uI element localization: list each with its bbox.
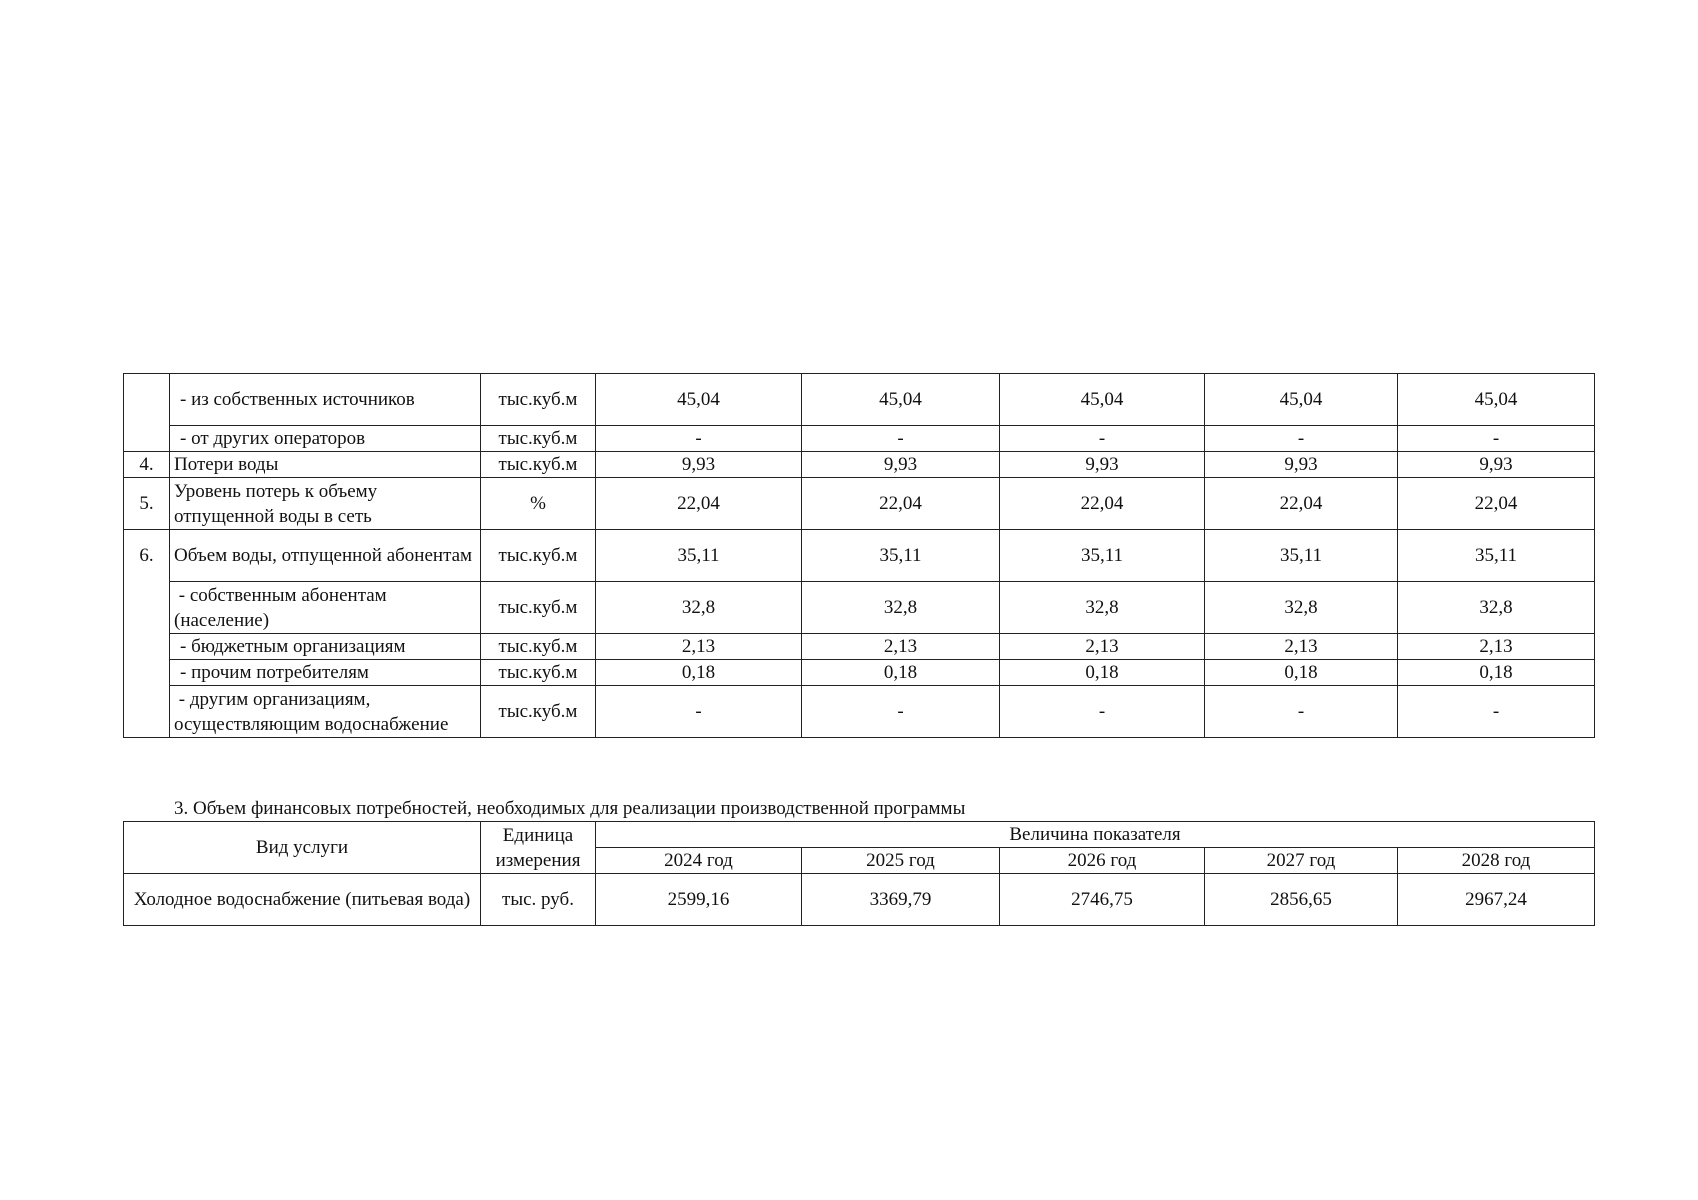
value-2024: 35,11 <box>596 530 802 582</box>
value-2025: 22,04 <box>802 478 1000 530</box>
value-2024: 2,13 <box>596 634 802 660</box>
table-row <box>124 634 1595 660</box>
value-2028: 2967,24 <box>1398 874 1595 926</box>
table-header-row <box>124 822 1595 848</box>
value-2027: - <box>1205 426 1398 452</box>
value-2025: 45,04 <box>802 374 1000 426</box>
row-number: 6. <box>124 530 170 738</box>
table-row <box>124 374 1595 426</box>
row-name: - от других операторов <box>170 426 481 452</box>
row-number: 5. <box>124 478 170 530</box>
value-2026: 32,8 <box>1000 582 1205 634</box>
table-row <box>124 452 1595 478</box>
value-2024: 9,93 <box>596 452 802 478</box>
value-2026: 35,11 <box>1000 530 1205 582</box>
value-2025: 2,13 <box>802 634 1000 660</box>
value-2026: 22,04 <box>1000 478 1205 530</box>
header-year: 2028 год <box>1398 848 1595 874</box>
value-2025: 9,93 <box>802 452 1000 478</box>
value-2024: 45,04 <box>596 374 802 426</box>
value-2027: 22,04 <box>1205 478 1398 530</box>
value-2028: 45,04 <box>1398 374 1595 426</box>
row-name: - собственным абонентам (население) <box>170 582 481 634</box>
value-2024: 22,04 <box>596 478 802 530</box>
value-2026: 9,93 <box>1000 452 1205 478</box>
row-name: Потери воды <box>170 452 481 478</box>
value-2025: 0,18 <box>802 660 1000 686</box>
value-2026: 45,04 <box>1000 374 1205 426</box>
value-2025: 3369,79 <box>802 874 1000 926</box>
value-2027: - <box>1205 686 1398 738</box>
value-2028: 35,11 <box>1398 530 1595 582</box>
row-unit: тыс.куб.м <box>481 452 596 478</box>
header-indicator: Величина показателя <box>596 822 1595 848</box>
row-name: - прочим потребителям <box>170 660 481 686</box>
section-caption: 3. Объем финансовых потребностей, необходимых для реализации производственной программы <box>174 798 966 819</box>
header-year: 2025 год <box>802 848 1000 874</box>
value-2028: 9,93 <box>1398 452 1595 478</box>
table-row <box>124 874 1595 926</box>
value-2026: - <box>1000 686 1205 738</box>
value-2027: 45,04 <box>1205 374 1398 426</box>
header-service: Вид услуги <box>124 822 481 874</box>
financial-needs-table <box>123 821 1595 926</box>
value-2027: 0,18 <box>1205 660 1398 686</box>
row-number <box>124 374 170 452</box>
row-name: - бюджетным организациям <box>170 634 481 660</box>
water-balance-table <box>123 373 1595 738</box>
value-2025: - <box>802 426 1000 452</box>
row-service: Холодное водоснабжение (питьевая вода) <box>124 874 481 926</box>
value-2025: 35,11 <box>802 530 1000 582</box>
value-2027: 2856,65 <box>1205 874 1398 926</box>
row-unit: тыс.куб.м <box>481 686 596 738</box>
value-2028: 22,04 <box>1398 478 1595 530</box>
value-2024: 0,18 <box>596 660 802 686</box>
row-unit: тыс.куб.м <box>481 660 596 686</box>
table-row <box>124 478 1595 530</box>
value-2028: 32,8 <box>1398 582 1595 634</box>
value-2026: 2746,75 <box>1000 874 1205 926</box>
value-2024: 32,8 <box>596 582 802 634</box>
value-2024: 2599,16 <box>596 874 802 926</box>
value-2028: 0,18 <box>1398 660 1595 686</box>
value-2025: - <box>802 686 1000 738</box>
value-2027: 32,8 <box>1205 582 1398 634</box>
row-unit: % <box>481 478 596 530</box>
row-unit: тыс. руб. <box>481 874 596 926</box>
row-unit: тыс.куб.м <box>481 634 596 660</box>
row-name: Уровень потерь к объему отпущенной воды в сеть <box>170 478 481 530</box>
value-2027: 2,13 <box>1205 634 1398 660</box>
row-unit: тыс.куб.м <box>481 530 596 582</box>
row-name: Объем воды, отпущенной абонентам <box>170 530 481 582</box>
value-2028: - <box>1398 426 1595 452</box>
row-unit: тыс.куб.м <box>481 582 596 634</box>
value-2028: 2,13 <box>1398 634 1595 660</box>
table-row <box>124 530 1595 582</box>
value-2026: 2,13 <box>1000 634 1205 660</box>
header-year: 2027 год <box>1205 848 1398 874</box>
value-2024: - <box>596 686 802 738</box>
value-2027: 9,93 <box>1205 452 1398 478</box>
row-name: - другим организациям, осуществляющим водоснабжение <box>170 686 481 738</box>
table-row <box>124 660 1595 686</box>
value-2028: - <box>1398 686 1595 738</box>
table-row <box>124 686 1595 738</box>
table-row <box>124 426 1595 452</box>
row-unit: тыс.куб.м <box>481 374 596 426</box>
value-2027: 35,11 <box>1205 530 1398 582</box>
header-year: 2024 год <box>596 848 802 874</box>
row-unit: тыс.куб.м <box>481 426 596 452</box>
value-2024: - <box>596 426 802 452</box>
header-year: 2026 год <box>1000 848 1205 874</box>
value-2026: - <box>1000 426 1205 452</box>
value-2025: 32,8 <box>802 582 1000 634</box>
table-row <box>124 582 1595 634</box>
row-number: 4. <box>124 452 170 478</box>
value-2026: 0,18 <box>1000 660 1205 686</box>
row-name: - из собственных источников <box>170 374 481 426</box>
header-unit: Единица измерения <box>481 822 596 874</box>
